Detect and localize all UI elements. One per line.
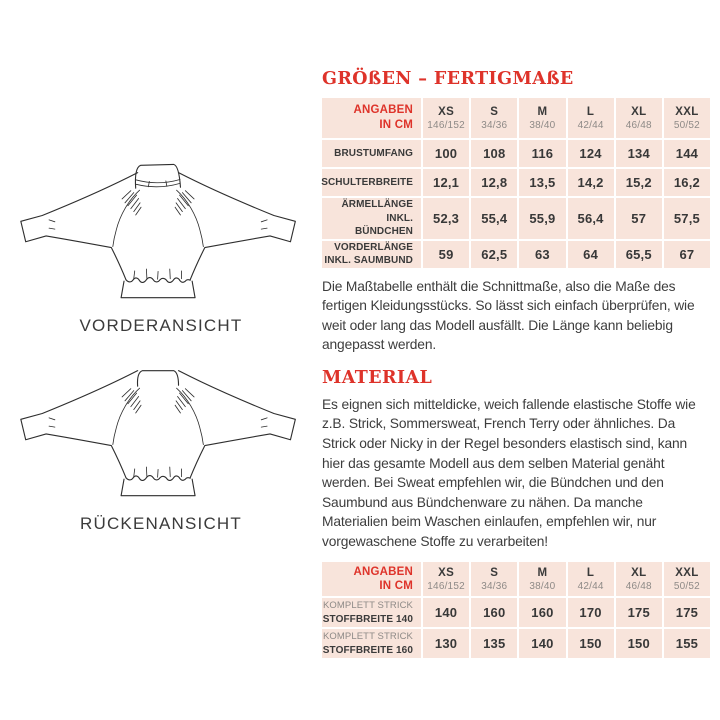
value-cell: 55,4: [471, 198, 517, 239]
value-cell: 108: [471, 140, 517, 167]
value-cell: 57: [616, 198, 662, 239]
row-label-cell: ÄRMELLÄNGE INKL. BÜNDCHEN: [322, 198, 421, 239]
value-cell: 59: [423, 241, 469, 268]
back-view-block: [5, 358, 317, 534]
value-cell: 67: [664, 241, 710, 268]
table-corner-cell: ANGABEN IN CM: [322, 98, 421, 138]
size-column-header: L 42/44: [568, 562, 614, 596]
illustration-pane: [5, 160, 317, 534]
value-cell: 100: [423, 140, 469, 167]
value-cell: 160: [471, 598, 517, 627]
sweater-front-illustration: [10, 160, 312, 306]
value-cell: 140: [519, 629, 565, 658]
value-cell: 65,5: [616, 241, 662, 268]
sweater-back-illustration: [10, 358, 312, 504]
table-corner-cell: ANGABEN IN CM: [322, 562, 421, 596]
value-cell: 150: [568, 629, 614, 658]
fabric-width-table: [322, 562, 710, 658]
size-column-header: XS 146/152: [423, 98, 469, 138]
value-cell: 155: [664, 629, 710, 658]
material-paragraph: Es eignen sich mitteldicke, weich fallende elastische Stoffe wie z.B. Strick, Sommersweat, French Terry oder ähnliches. Da Strick oder Nicky in der Regel besonders elastisch sind, kann hier das gesamte Modell aus dem selben Material genäht werden. Bei Sweat empfehlen wir, die Bündchen und den Saumbund aus Bündchenware zu nähen. Da manche Materialien beim Waschen einlaufen, empfehlen wir, nur vorgewaschene Stoffe zu verarbeiten!: [322, 396, 696, 549]
size-column-header: L 42/44: [568, 98, 614, 138]
value-cell: 55,9: [519, 198, 565, 239]
value-cell: 13,5: [519, 169, 565, 196]
value-cell: 12,1: [423, 169, 469, 196]
value-cell: 175: [664, 598, 710, 627]
value-cell: 16,2: [664, 169, 710, 196]
row-label-cell: VORDERLÄNGE INKL. SAUMBUND: [322, 241, 421, 268]
sizes-table: [322, 98, 710, 268]
size-column-header: XS 146/152: [423, 562, 469, 596]
size-column-header: S 34/36: [471, 98, 517, 138]
value-cell: 57,5: [664, 198, 710, 239]
back-view-label: RÜCKENANSICHT: [79, 514, 242, 533]
size-column-header: XL 46/48: [616, 98, 662, 138]
value-cell: 150: [616, 629, 662, 658]
value-cell: 14,2: [568, 169, 614, 196]
row-label-cell: KOMPLETT STRICK STOFFBREITE 160: [322, 629, 421, 658]
value-cell: 124: [568, 140, 614, 167]
size-column-header: XL 46/48: [616, 562, 662, 596]
value-cell: 140: [423, 598, 469, 627]
sizes-note-paragraph: Die Maßtabelle enthält die Schnittmaße, also die Maße des fertigen Kleidungsstücks. So lässt sich einfach überprüfen, wie weit oder lang das Modell ausfällt. Die Länge kann beliebig angepasst werden.: [322, 278, 695, 353]
row-label-cell: BRUSTUMFANG: [322, 140, 421, 167]
row-label-cell: KOMPLETT STRICK STOFFBREITE 140: [322, 598, 421, 627]
content-pane: [322, 69, 710, 658]
size-column-header: M 38/40: [519, 98, 565, 138]
value-cell: 56,4: [568, 198, 614, 239]
value-cell: 144: [664, 140, 710, 167]
value-cell: 63: [519, 241, 565, 268]
material-section-title: MATERIAL: [322, 367, 433, 388]
value-cell: 135: [471, 629, 517, 658]
value-cell: 170: [568, 598, 614, 627]
value-cell: 64: [568, 241, 614, 268]
value-cell: 52,3: [423, 198, 469, 239]
value-cell: 15,2: [616, 169, 662, 196]
sizes-section-title: GRÖßEN – FERTIGMAßE: [322, 69, 574, 89]
front-view-label: VORDERANSICHT: [79, 316, 243, 335]
size-column-header: XXL 50/52: [664, 562, 710, 596]
value-cell: 116: [519, 140, 565, 167]
value-cell: 175: [616, 598, 662, 627]
size-column-header: S 34/36: [471, 562, 517, 596]
value-cell: 62,5: [471, 241, 517, 268]
row-label-cell: SCHULTERBREITE: [322, 169, 421, 196]
value-cell: 160: [519, 598, 565, 627]
size-column-header: M 38/40: [519, 562, 565, 596]
value-cell: 134: [616, 140, 662, 167]
value-cell: 130: [423, 629, 469, 658]
size-column-header: XXL 50/52: [664, 98, 710, 138]
value-cell: 12,8: [471, 169, 517, 196]
